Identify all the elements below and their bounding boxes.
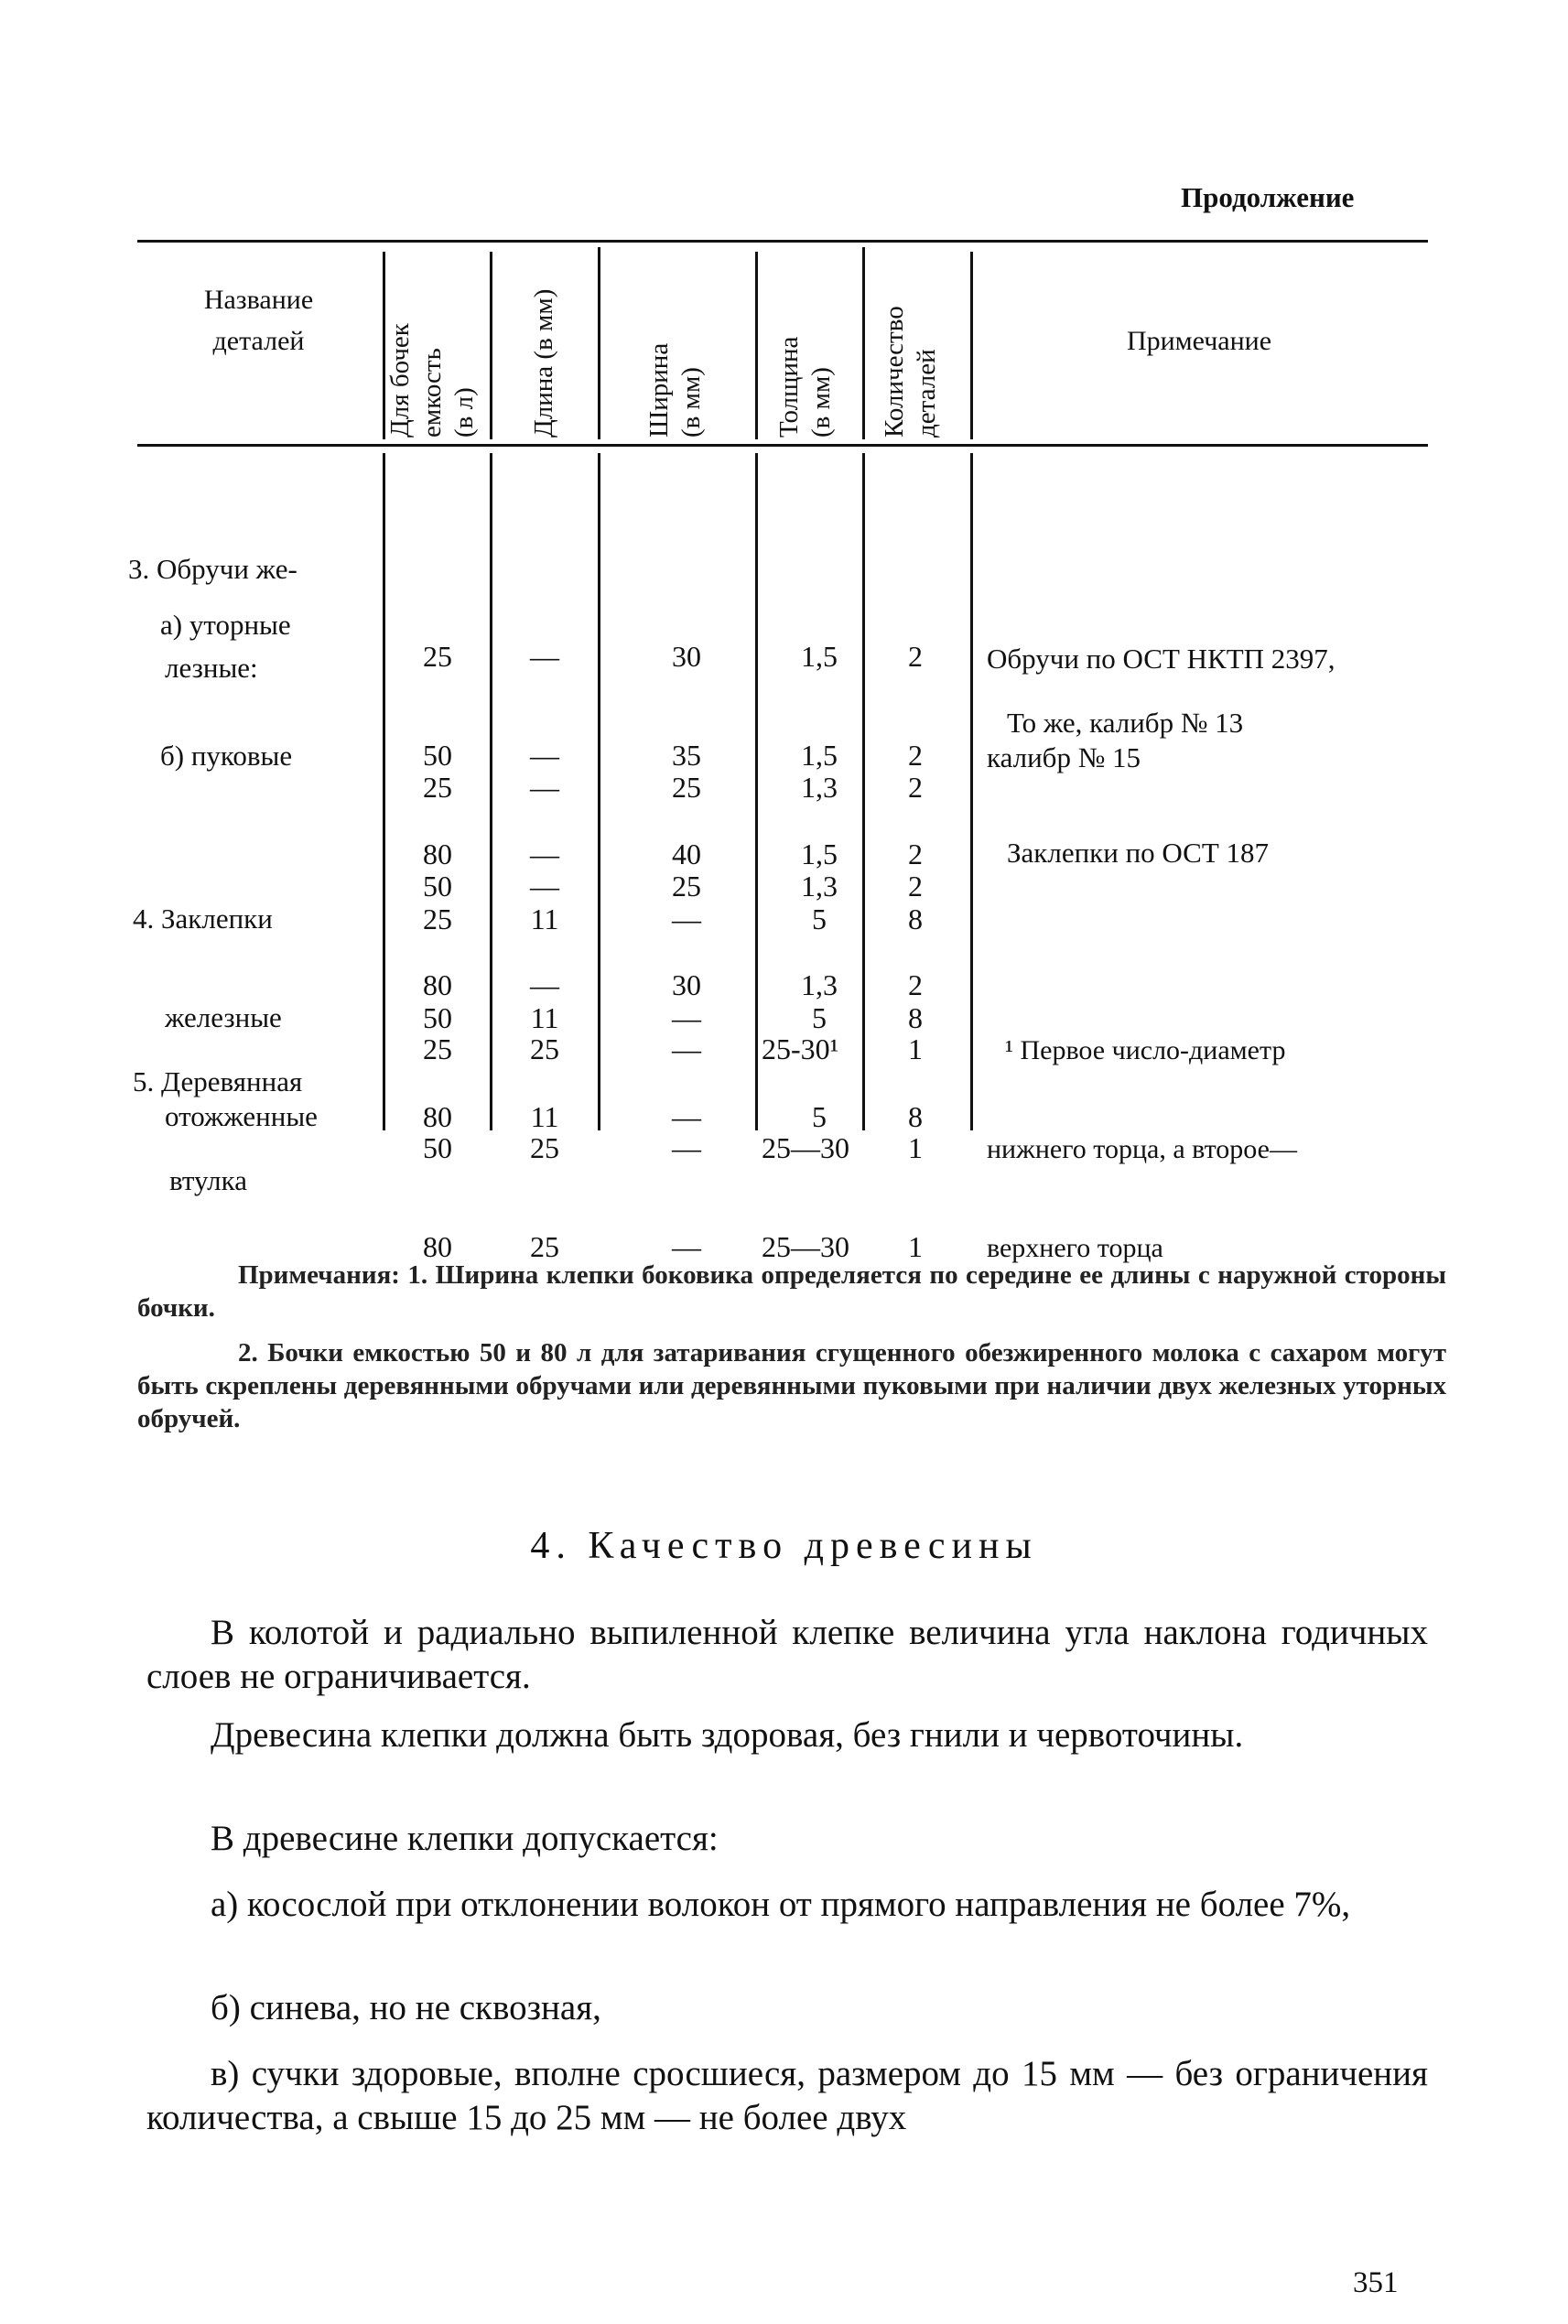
header-width — [643, 300, 708, 438]
cell: 50 — [423, 1001, 452, 1034]
cell: 30 — [672, 640, 701, 673]
row4-length — [526, 967, 563, 1296]
header-name-line2: деталей — [212, 326, 305, 356]
paragraph: Древесина клепки должна быть здоровая, без гнили и червоточины. — [211, 1715, 1244, 1755]
table-note-2: 2. Бочки емкостью 50 и 80 л для затаривания сгущенного обезжиренного молока с сахаром могут быть скреплены деревянными обручами или деревянными пуковыми при наличии двух железных уторных обручей. — [137, 1338, 1446, 1433]
cell: 80 — [423, 1230, 452, 1263]
header-quantity-line2: деталей — [911, 349, 941, 438]
cell: — — [530, 771, 559, 804]
table-top-rule — [137, 240, 1428, 243]
cell: 25—30 — [762, 1131, 849, 1164]
cell: — — [530, 640, 559, 673]
cell: — — [672, 1230, 701, 1263]
col-divider — [598, 453, 600, 1130]
cell: 25 — [423, 903, 452, 935]
header-name-line1: Название — [203, 285, 314, 315]
cell: Обручи по ОСТ НКТП 2397, — [987, 643, 1336, 675]
row4-name-line1: 5. Деревянная — [133, 1065, 303, 1097]
cell: 40 — [672, 838, 701, 870]
cell: — — [672, 1100, 701, 1133]
col-divider — [598, 247, 600, 439]
paragraph: в) сучки здоровые, вполне сросшиеся, размером до 15 мм — без ограничения количества, а свыше 15 до 25 мм — не более двух — [146, 2054, 1428, 2137]
page-number: 351 — [1353, 2266, 1399, 2299]
cell: — — [672, 1032, 701, 1065]
col-divider — [862, 247, 865, 439]
cell: 2 — [908, 870, 923, 903]
col-divider — [862, 453, 865, 1130]
row4-thickness — [762, 967, 849, 1296]
cell: 2 — [908, 771, 923, 804]
cell: 80 — [423, 968, 452, 1001]
row3-remark: Заклепки по ОСТ 187 — [1007, 837, 1270, 869]
header-length — [528, 245, 560, 438]
col-divider — [755, 453, 758, 1130]
cell: 11 — [530, 1001, 559, 1034]
row4-name — [133, 1000, 302, 1230]
cell: 80 — [423, 1100, 452, 1133]
header-name — [146, 279, 371, 362]
cell: 25 — [530, 1131, 559, 1164]
cell: 8 — [908, 903, 923, 935]
header-remark: Примечание — [1126, 326, 1272, 356]
row4-name-line2: втулка — [169, 1164, 247, 1196]
row1-name — [128, 487, 297, 718]
section-heading: 4. Качество древесины — [530, 1525, 1038, 1567]
cell: 2 — [908, 739, 923, 772]
paragraph: В древесине клепки допускается: — [211, 1819, 719, 1858]
cell: 8 — [908, 1100, 923, 1133]
cell: 1 — [908, 1230, 923, 1263]
table-header-rule — [137, 444, 1428, 447]
header-quantity-line1: Количество — [880, 306, 909, 438]
cell: 5 — [812, 903, 827, 935]
col-divider — [490, 453, 492, 1130]
cell: 25 — [530, 1230, 559, 1263]
cell: 50 — [423, 870, 452, 903]
cell: 2 — [908, 640, 923, 673]
cell: ¹ Первое число-диаметр — [1005, 1035, 1286, 1065]
cell: 2 — [908, 838, 923, 870]
cell: 25 — [423, 771, 452, 804]
cell: 1,5 — [801, 640, 838, 673]
cell: 1 — [908, 1032, 923, 1065]
cell: 8 — [908, 1001, 923, 1034]
cell: 25 — [423, 640, 452, 673]
cell: 11 — [530, 1100, 559, 1133]
row1-sub: а) уторные — [160, 609, 291, 641]
cell: 5 — [812, 1100, 827, 1133]
cell: 2 — [908, 968, 923, 1001]
row3-name-line1: 4. Заклепки — [133, 903, 273, 935]
cell: 5 — [812, 1001, 827, 1034]
header-capacity-line1: Для бочек — [385, 323, 415, 438]
paragraph: а) косослой при отклонении волокон от прямого направления не более 7%, — [211, 1885, 1351, 1924]
cell: — — [530, 968, 559, 1001]
row4-capacity — [423, 967, 452, 1296]
cell: 25 — [672, 870, 701, 903]
cell: 1 — [908, 1131, 923, 1164]
header-width-line1: Ширина — [644, 342, 674, 438]
cell: 1,3 — [801, 968, 838, 1001]
cell: — — [672, 903, 701, 935]
row2-remark: То же, калибр № 13 — [1007, 707, 1244, 739]
header-thickness-line2: (в мм) — [806, 367, 836, 438]
col-divider — [383, 453, 385, 1130]
cell: 25 — [423, 1032, 452, 1065]
col-divider — [970, 453, 973, 1130]
cell: 80 — [423, 838, 452, 870]
row4-remark — [987, 968, 1297, 1298]
row1-remark — [987, 577, 1336, 807]
cell: — — [530, 838, 559, 870]
cell: 1,5 — [801, 739, 838, 772]
cell: верхнего торца — [987, 1233, 1163, 1263]
row4-quantity — [902, 967, 929, 1296]
row4-width — [659, 967, 714, 1296]
cell: 1,5 — [801, 838, 838, 870]
cell: 35 — [672, 739, 701, 772]
col-divider — [755, 252, 758, 439]
col-divider — [970, 252, 973, 439]
cell: 11 — [530, 903, 559, 935]
cell: калибр № 15 — [987, 741, 1141, 773]
cell: — — [672, 1001, 701, 1034]
cell: 1,3 — [801, 771, 838, 804]
header-capacity — [384, 254, 480, 438]
header-capacity-line3: (в л) — [449, 387, 479, 438]
header-thickness — [773, 291, 838, 438]
header-thickness-line1: Толщина — [774, 336, 804, 438]
table-note-1: Примечания: 1. Ширина клепки боковика определяется по середине ее длины с наружной стороны бочки. — [137, 1260, 1446, 1323]
row1-name-line1: 3. Обручи же- — [128, 553, 297, 585]
header-capacity-line2: емкость — [416, 348, 447, 438]
cell: 25-30¹ — [762, 1032, 839, 1065]
cell: 1,3 — [801, 870, 838, 903]
cell: — — [672, 1131, 701, 1164]
cell: 25 — [530, 1032, 559, 1065]
cell: — — [530, 870, 559, 903]
cell: 25—30 — [762, 1230, 849, 1263]
cell: — — [530, 739, 559, 772]
header-length-text: Длина (в мм) — [529, 288, 558, 438]
cell: 50 — [423, 1131, 452, 1164]
cell: 50 — [423, 739, 452, 772]
cell: 30 — [672, 968, 701, 1001]
paragraph: б) синева, но не сквозная, — [211, 1988, 601, 2027]
col-divider — [490, 252, 492, 439]
header-width-line2: (в мм) — [676, 367, 706, 438]
header-quantity — [879, 245, 943, 438]
continuation-label: Продолжение — [1181, 181, 1355, 213]
cell: 25 — [672, 771, 701, 804]
row2-name: б) пуковые — [160, 740, 293, 772]
row3-name-line2: железные — [165, 1001, 282, 1033]
row3-name-line3: отожженные — [165, 1100, 318, 1132]
row1-name-line2: лезные: — [165, 652, 258, 684]
cell: нижнего торца, а второе— — [987, 1134, 1297, 1164]
paragraph: В колотой и радиально выпиленной клепке величина угла наклона годичных слоев не ограничивается. — [146, 1613, 1428, 1696]
